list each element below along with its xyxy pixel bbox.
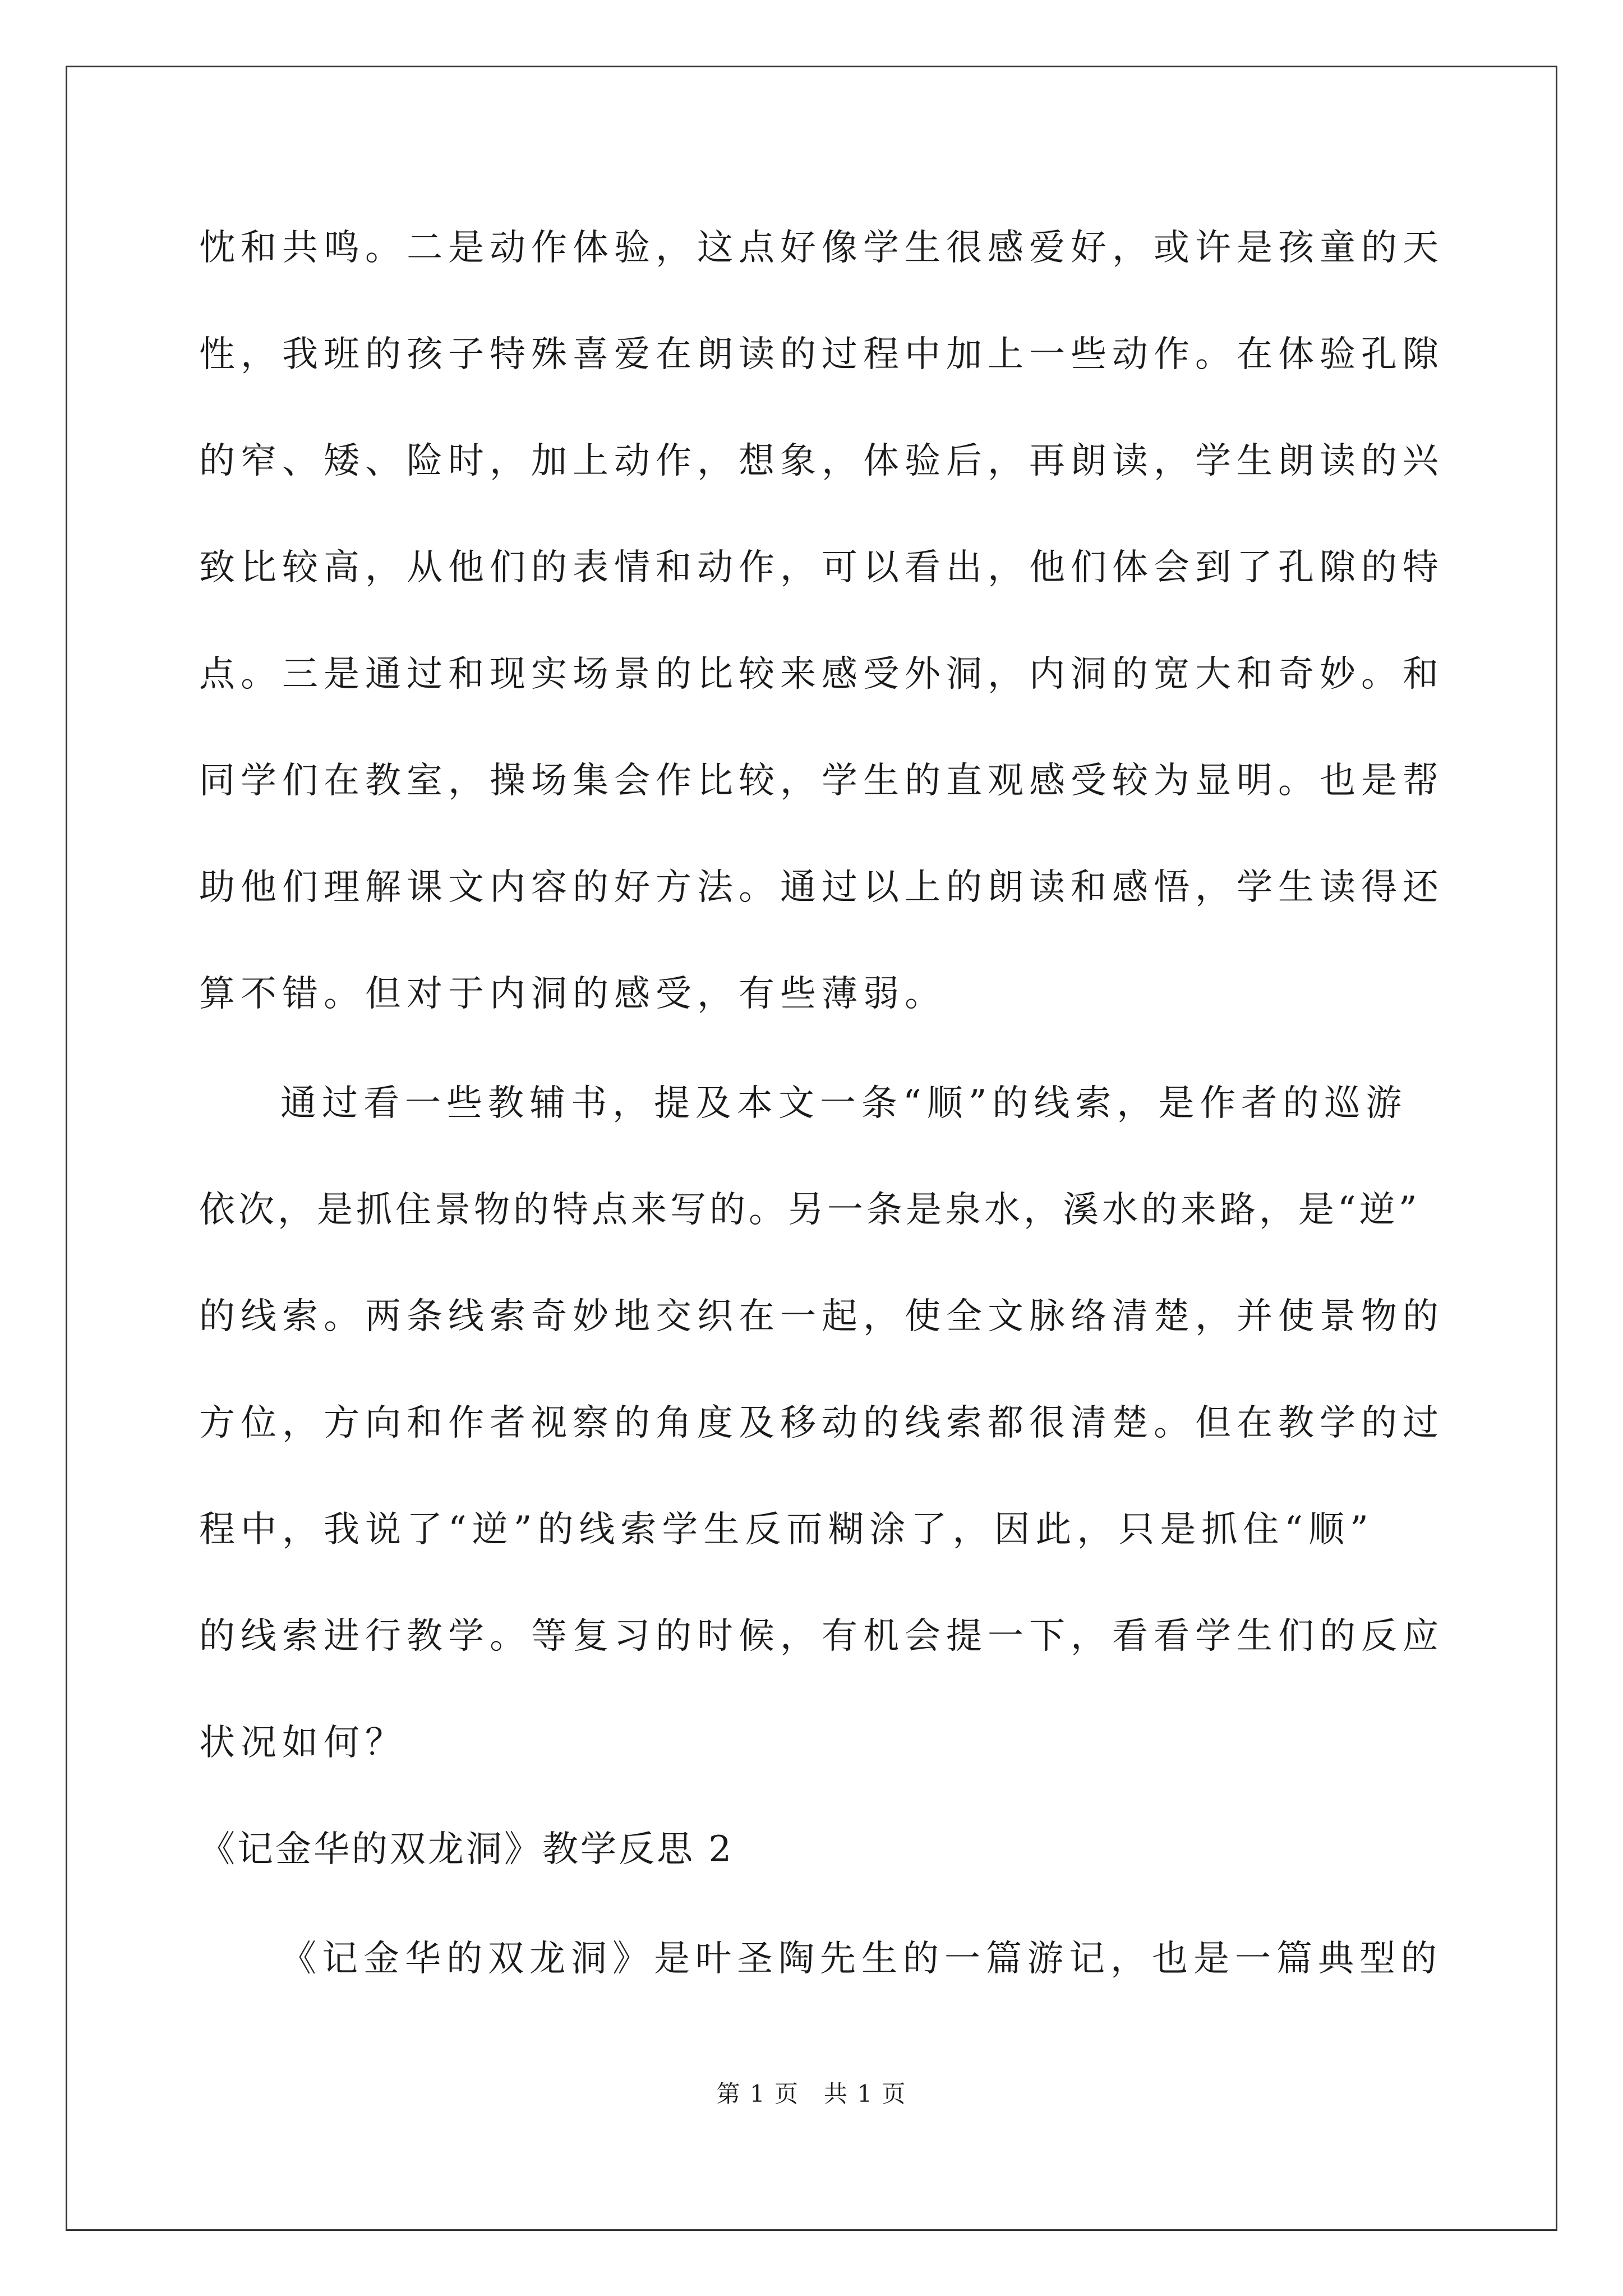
paragraph2-line: 程中，我说了“逆”的线索学生反而糊涂了，因此，只是抓住“顺” [199,1509,1374,1550]
paragraph2-line: 的线索进行教学。等复习的时候，有机会提一下，看看学生们的反应 [199,1616,1444,1657]
page-border [66,66,1557,2231]
paragraph1-line: 算不错。但对于内洞的感受，有些薄弱。 [199,973,946,1015]
paragraph1-line: 点。三是通过和现实场景的比较来感受外洞，内洞的宽大和奇妙。和 [199,654,1444,695]
paragraph1-line: 忱和共鸣。二是动作体验，这点好像学生很感爱好，或许是孩童的天 [199,227,1444,269]
paragraph2-line: 状况如何？ [199,1722,407,1764]
paragraph1-line: 性，我班的孩子特殊喜爱在朗读的过程中加上一些动作。在体验孔隙 [199,334,1444,375]
paragraph2-line: 方位，方向和作者视察的角度及移动的线索都很清楚。但在教学的过 [199,1402,1444,1444]
section-heading: 《记金华的双龙洞》教学反思 2 [199,1829,734,1870]
paragraph1-line: 助他们理解课文内容的好方法。通过以上的朗读和感悟，学生读得还 [199,867,1444,908]
paragraph3-line: 《记金华的双龙洞》是叶圣陶先生的一篇游记，也是一篇典型的 [280,1938,1442,1980]
paragraph2-line: 的线索。两条线索奇妙地交织在一起，使全文脉络清楚，并使景物的 [199,1296,1444,1337]
paragraph2-line: 依次，是抓住景物的特点来写的。另一条是泉水，溪水的来路，是“逆” [199,1189,1421,1231]
paragraph1-line: 的窄、矮、险时，加上动作，想象，体验后，再朗读，学生朗读的兴 [199,440,1444,482]
paragraph1-line: 同学们在教室，操场集会作比较，学生的直观感受较为显明。也是帮 [199,760,1444,802]
paragraph1-line: 致比较高，从他们的表情和动作，可以看出，他们体会到了孔隙的特 [199,547,1444,588]
page-footer: 第 1 页 共 1 页 [716,2080,907,2108]
paragraph2-line: 通过看一些教辅书，提及本文一条“顺”的线索，是作者的巡游 [280,1083,1408,1124]
